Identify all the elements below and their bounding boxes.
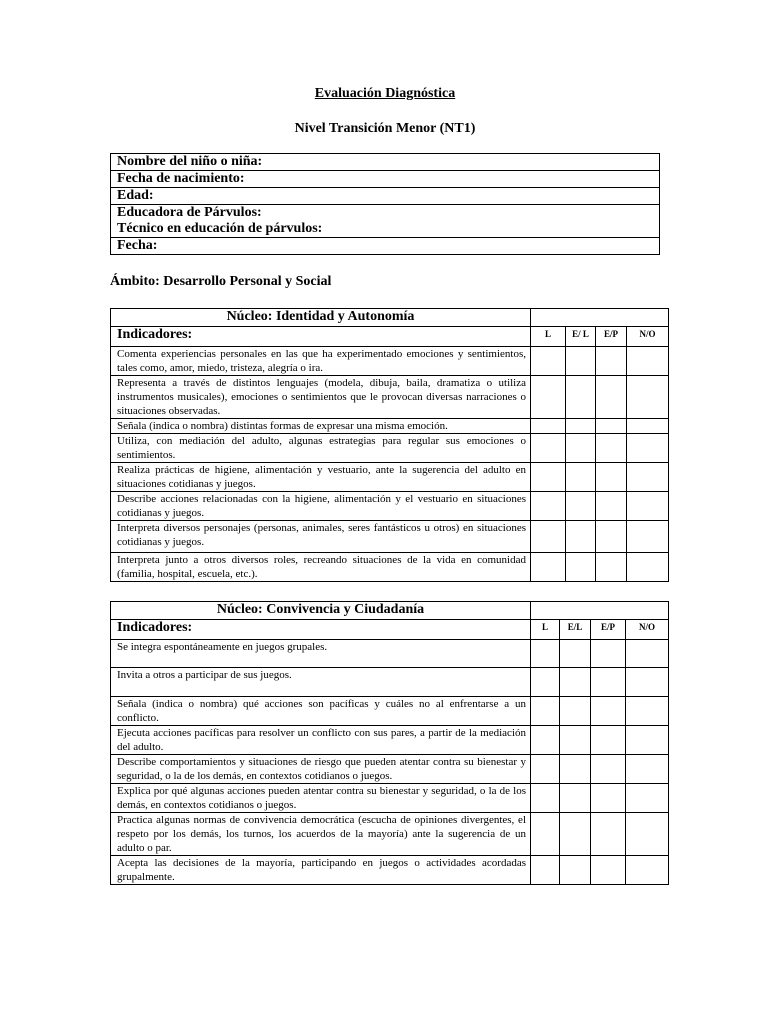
mark-cell[interactable]: [531, 784, 560, 813]
table-row: [111, 813, 669, 856]
table-row: [111, 697, 669, 726]
mark-cell[interactable]: [591, 813, 626, 856]
table-row: [111, 755, 669, 784]
mark-cell[interactable]: [626, 668, 669, 697]
mark-cell[interactable]: [566, 434, 596, 463]
code-header-el: E/L: [560, 620, 591, 640]
mark-cell[interactable]: [626, 697, 669, 726]
mark-cell[interactable]: [560, 640, 591, 668]
mark-cell[interactable]: [591, 640, 626, 668]
mark-cell[interactable]: [626, 813, 669, 856]
mark-cell[interactable]: [566, 492, 596, 521]
table-row: [111, 376, 669, 419]
mark-cell[interactable]: [627, 553, 669, 582]
mark-cell[interactable]: [566, 347, 596, 376]
indicator-text: Practica algunas normas de convivencia democrática (escucha de opiniones divergentes, el respeto por los demás, los turnos, los acuerdos de la mayoría) ante la sugerencia de un adulto o par.: [111, 813, 531, 856]
mark-cell[interactable]: [627, 463, 669, 492]
mark-cell[interactable]: [531, 521, 566, 553]
header-blank-cell: [531, 602, 669, 620]
indicator-text: Realiza prácticas de higiene, alimentación y vestuario, ante la sugerencia del adulto en situaciones cotidianas y juegos.: [111, 463, 531, 492]
indicator-text: Comenta experiencias personales en las que ha experimentado emociones y sentimientos, tales como, amor, miedo, tristeza, alegría o ira.: [111, 347, 531, 376]
info-row-technician: Técnico en educación de párvulos:: [111, 221, 659, 238]
mark-cell[interactable]: [560, 755, 591, 784]
header-blank-cell: [531, 309, 669, 327]
mark-cell[interactable]: [596, 463, 627, 492]
mark-cell[interactable]: [531, 668, 560, 697]
info-row-name: Nombre del niño o niña:: [111, 154, 659, 171]
mark-cell[interactable]: [531, 434, 566, 463]
mark-cell[interactable]: [560, 856, 591, 885]
indicator-text: Describe comportamientos y situaciones de riesgo que pueden atentar contra su bienestar y seguridad, o la de los demás, en contextos cotidianos o juegos.: [111, 755, 531, 784]
mark-cell[interactable]: [591, 668, 626, 697]
indicator-text: Representa a través de distintos lenguajes (modela, dibuja, baila, dramatiza o utiliza instrumentos musicales), emociones o sentimientos que le provocan diversas narraciones o situaciones observadas.: [111, 376, 531, 419]
info-row-birthdate: Fecha de nacimiento:: [111, 171, 659, 188]
table-row: [111, 856, 669, 885]
code-header-l: L: [531, 620, 560, 640]
mark-cell[interactable]: [531, 492, 566, 521]
mark-cell[interactable]: [627, 347, 669, 376]
table-row: [111, 784, 669, 813]
indicator-text: Interpreta diversos personajes (personas, animales, seres fantásticos u otros) en situaciones cotidianas y juegos.: [111, 521, 531, 553]
mark-cell[interactable]: [531, 376, 566, 419]
mark-cell[interactable]: [560, 697, 591, 726]
mark-cell[interactable]: [531, 755, 560, 784]
mark-cell[interactable]: [626, 726, 669, 755]
info-row-age: Edad:: [111, 188, 659, 205]
mark-cell[interactable]: [531, 813, 560, 856]
mark-cell[interactable]: [531, 463, 566, 492]
table-row: [111, 726, 669, 755]
mark-cell[interactable]: [560, 668, 591, 697]
table-row: [111, 640, 669, 668]
mark-cell[interactable]: [531, 697, 560, 726]
mark-cell[interactable]: [627, 492, 669, 521]
mark-cell[interactable]: [627, 419, 669, 434]
mark-cell[interactable]: [560, 813, 591, 856]
indicator-text: Utiliza, con mediación del adulto, algunas estrategias para regular sus emociones o sentimientos.: [111, 434, 531, 463]
mark-cell[interactable]: [531, 419, 566, 434]
mark-cell[interactable]: [560, 726, 591, 755]
mark-cell[interactable]: [566, 521, 596, 553]
mark-cell[interactable]: [560, 784, 591, 813]
mark-cell[interactable]: [627, 376, 669, 419]
mark-cell[interactable]: [531, 640, 560, 668]
indicator-text: Acepta las decisiones de la mayoría, participando en juegos o actividades acordadas grupalmente.: [111, 856, 531, 885]
code-header-no: N/O: [626, 620, 669, 640]
mark-cell[interactable]: [596, 419, 627, 434]
indicator-text: Señala (indica o nombra) qué acciones son pacíficas y cuáles no al enfrentarse a un conflicto.: [111, 697, 531, 726]
table-row: [111, 492, 669, 521]
mark-cell[interactable]: [626, 784, 669, 813]
indicator-text: Describe acciones relacionadas con la higiene, alimentación y el vestuario en situaciones cotidianas y juegos.: [111, 492, 531, 521]
indicator-text: Se integra espontáneamente en juegos grupales.: [111, 640, 531, 668]
mark-cell[interactable]: [626, 856, 669, 885]
mark-cell[interactable]: [596, 521, 627, 553]
code-header-l: L: [531, 327, 566, 347]
info-row-educator: Educadora de Párvulos:: [117, 205, 262, 220]
mark-cell[interactable]: [626, 755, 669, 784]
table-row: [111, 419, 669, 434]
indicator-text: Invita a otros a participar de sus juegos.: [111, 668, 531, 697]
table-row: [111, 521, 669, 553]
mark-cell[interactable]: [591, 784, 626, 813]
indicators-header: Indicadores:: [111, 327, 531, 347]
mark-cell[interactable]: [626, 640, 669, 668]
mark-cell[interactable]: [596, 553, 627, 582]
mark-cell[interactable]: [566, 553, 596, 582]
mark-cell[interactable]: [531, 553, 566, 582]
mark-cell[interactable]: [566, 376, 596, 419]
code-header-ep: E/P: [591, 620, 626, 640]
table-row: [111, 347, 669, 376]
document-subtitle: Nivel Transición Menor (NT1): [294, 121, 476, 136]
nucleo-identidad-table: [110, 308, 669, 582]
nucleo-convivencia-table: [110, 601, 669, 885]
mark-cell[interactable]: [591, 755, 626, 784]
mark-cell[interactable]: [596, 434, 627, 463]
code-header-ep: E/P: [596, 327, 627, 347]
table-row: [111, 463, 669, 492]
mark-cell[interactable]: [596, 492, 627, 521]
mark-cell[interactable]: [591, 856, 626, 885]
info-row-date: Fecha:: [117, 238, 158, 253]
mark-cell[interactable]: [531, 347, 566, 376]
document-title: Evaluación Diagnóstica: [314, 86, 456, 101]
table-row: [111, 553, 669, 582]
mark-cell[interactable]: [531, 726, 560, 755]
table-row: [111, 668, 669, 697]
mark-cell[interactable]: [596, 376, 627, 419]
indicator-text: Interpreta junto a otros diversos roles, recreando situaciones de la vida en comunidad (familia, hospital, escuela, etc.).: [111, 553, 531, 582]
nucleo-title: Núcleo: Identidad y Autonomía: [111, 309, 531, 327]
mark-cell[interactable]: [531, 856, 560, 885]
mark-cell[interactable]: [591, 697, 626, 726]
mark-cell[interactable]: [566, 463, 596, 492]
mark-cell[interactable]: [627, 434, 669, 463]
ambito-heading: Ámbito: Desarrollo Personal y Social: [110, 274, 332, 289]
indicator-text: Ejecuta acciones pacíficas para resolver un conflicto con sus pares, a partir de la mediación del adulto.: [111, 726, 531, 755]
indicator-text: Explica por qué algunas acciones pueden atentar contra su bienestar y seguridad, o la de los demás, en contextos cotidianos o juegos.: [111, 784, 531, 813]
code-header-no: N/O: [627, 327, 669, 347]
mark-cell[interactable]: [566, 419, 596, 434]
mark-cell[interactable]: [596, 347, 627, 376]
table-row: [111, 434, 669, 463]
student-info-box: [110, 153, 660, 255]
indicators-header: Indicadores:: [111, 620, 531, 640]
indicator-text: Señala (indica o nombra) distintas formas de expresar una misma emoción.: [111, 419, 531, 434]
mark-cell[interactable]: [627, 521, 669, 553]
nucleo-title: Núcleo: Convivencia y Ciudadanía: [111, 602, 531, 620]
code-header-el: E/ L: [566, 327, 596, 347]
mark-cell[interactable]: [591, 726, 626, 755]
